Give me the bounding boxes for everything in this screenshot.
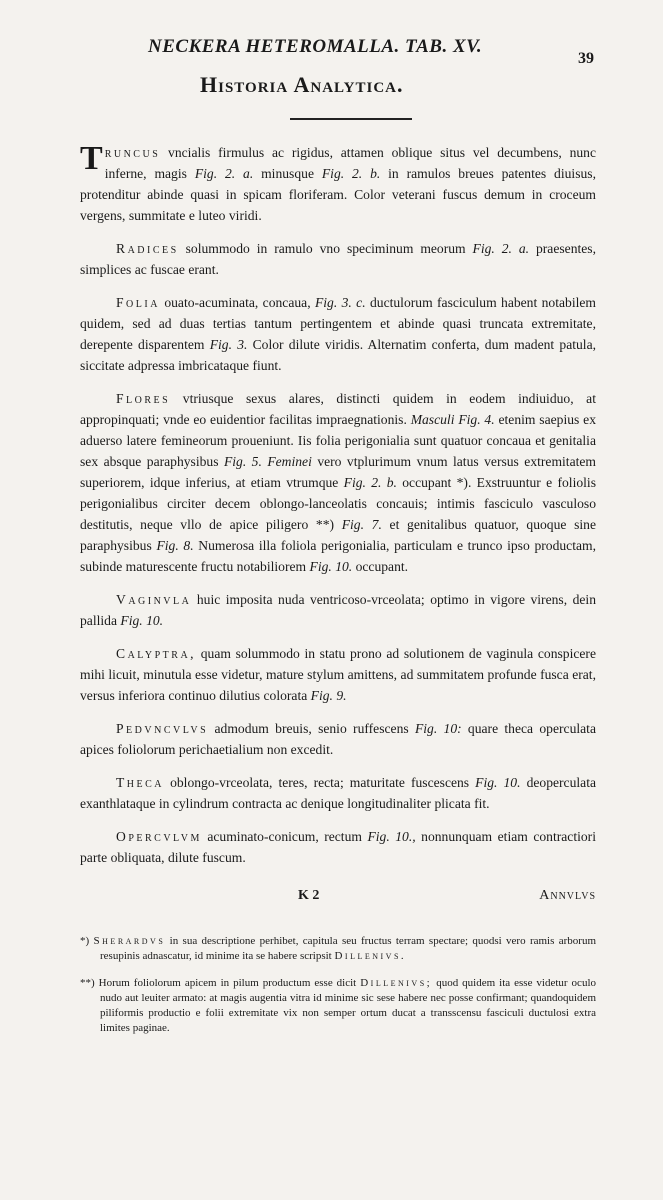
footnote-text: Horum foliolorum apicem in pilum productum esse dicit	[98, 977, 361, 989]
paragraph-text: et genitalibus quatuor, quoque sine paraphysibus	[80, 517, 596, 553]
catchword: Annvlvs	[539, 888, 596, 903]
paragraph-text: vtriusque sexus alares, distincti quidem in eodem indiuiduo, at appropinquati; vnde eo euidentior facilitas impraegnationis.	[80, 391, 596, 427]
paragraph	[80, 388, 596, 577]
paragraph-text: Color dilute viridis. Alternatim conferta, dum madent patula, siccitate adpressa imbricataque fiunt.	[80, 337, 597, 373]
paragraph	[80, 718, 596, 760]
paragraph-text: etenim saepius ex aduerso latere femineorum proueniunt. Iis folia perigonialia sunt quatuor concaua et genitalia sex absque paraphysibus	[80, 412, 596, 469]
page-footer	[80, 888, 596, 908]
footnote-text: in sua descriptione perhibet, capitula seu fructus terram spectare; quodsi vero ramis arborum resupinis adnascatur, id minime ita se habere scripsit	[100, 935, 597, 962]
paragraph-lead-word: Theca	[116, 775, 165, 790]
paragraph-text: acuminato-conicum, rectum	[201, 829, 368, 844]
paragraph-lead-word: Opercvlvm	[116, 829, 202, 844]
figure-reference: Fig. 3.	[209, 337, 248, 352]
paragraph-lead-word: Calyptra,	[116, 646, 197, 661]
body-text	[80, 142, 596, 880]
paragraph	[80, 238, 596, 280]
paragraph-text: huic imposita nuda ventricoso-vrceolata; optimo in vigore virens, dein pallida	[80, 592, 596, 628]
figure-reference: Masculi Fig. 4.	[410, 412, 495, 427]
footnotes	[80, 934, 596, 1048]
paragraph-text: admodum breuis, senio ruffescens	[208, 721, 415, 736]
figure-reference: Fig. 3. c.	[314, 295, 366, 310]
figure-reference: Fig. 10.,	[367, 829, 416, 844]
author-name: Dillenivs.	[334, 950, 407, 962]
page-number: 39	[578, 50, 594, 67]
paragraph	[80, 826, 596, 868]
paragraph-text: ouato-acuminata, concaua,	[159, 295, 315, 310]
paragraph	[80, 772, 596, 814]
paragraph	[80, 589, 596, 631]
paragraph-lead-word: runcus	[104, 145, 161, 160]
paragraph-text: praesentes, simplices ac fuscae erant.	[80, 241, 596, 277]
paragraph-lead-word: Flores	[116, 391, 171, 406]
paragraph-text: nonnunquam etiam contractiori parte obliquata, dilute fuscum.	[80, 829, 596, 865]
paragraph-text: vncialis firmulus ac rigidus, attamen oblique situs vel decumbens, nunc inferne, magis	[104, 145, 596, 181]
paragraph	[80, 643, 596, 706]
figure-reference: Fig. 8.	[156, 538, 194, 553]
paragraph-lead-word: Vaginvla	[116, 592, 192, 607]
paragraph-text: quare theca operculata apices foliolorum perichaetialium non excedit.	[80, 721, 596, 757]
figure-reference: Fig. 10.	[475, 775, 521, 790]
footnote-mark: *)	[80, 935, 90, 947]
paragraph-lead-word: Radices	[116, 241, 179, 256]
figure-reference: Fig. 2. b.	[343, 475, 397, 490]
paragraph-text: Numerosa illa foliola perigonialia, particulam e trunco ipso productam, subinde maturescente fructu notabiliorem	[80, 538, 596, 574]
footnote-mark: **)	[80, 977, 95, 989]
figure-reference: Fig. 7.	[341, 517, 382, 532]
figure-reference: Fig. 10:	[414, 721, 462, 736]
paragraph-text: solummodo in ramulo vno speciminum meorum	[178, 241, 473, 256]
paragraph-text: occupant *). Exstruuntur e foliolis perigonialibus circiter decem oblongo-lanceolatis concauis; intimis fasciculo vasculoso destitutis, neque vllo de apice piligero **)	[80, 475, 597, 532]
paragraph	[80, 142, 596, 226]
figure-reference: Fig. 9.	[310, 688, 347, 703]
paragraph-lead-word: Folia	[116, 295, 160, 310]
author-name: Sherardvs	[93, 935, 166, 947]
running-head: NECKERA HETEROMALLA. TAB. XV.	[148, 36, 483, 57]
drop-cap: T	[80, 140, 103, 177]
figure-reference: Fig. 2. a.	[472, 241, 530, 256]
footnote	[80, 976, 596, 1036]
section-title: Historia Analytica.	[200, 72, 404, 97]
footnote-text: quod quidem ita esse videtur oculo nudo aut leuiter armato: at magis augentia vitra id minime sic sese habere nec posse confirmant; quandoquidem piliformis productio e folii extremitate vix non semper ortum ducat a transscensu fasciculi ductulosi extra limites paginae.	[100, 977, 596, 1034]
paragraph-lead-word: Pedvncvlvs	[116, 721, 209, 736]
paragraph	[80, 292, 596, 376]
paragraph-text: ductulorum fasciculum habent notabilem quidem, sed ad duas tertias tantum pertingentem et abinde quasi truncata extremitate, derepente disparentem	[80, 295, 596, 352]
figure-reference: Fig. 10.	[309, 559, 353, 574]
figure-reference: Fig. 5. Feminei	[223, 454, 312, 469]
paragraph-text: in ramulos breues patentes diuisus, protenditur abinde quasi in spicam floriferam. Color veterani fuscus demum in croceum vergens, summitate e luteo viridi.	[80, 166, 596, 223]
paragraph-text: occupant.	[352, 559, 409, 574]
signature-mark: K 2	[298, 888, 320, 903]
footnote	[80, 934, 596, 964]
figure-reference: Fig. 2. a.	[194, 166, 254, 181]
paragraph-text: minusque	[253, 166, 322, 181]
author-name: Dillenivs;	[360, 977, 433, 989]
paragraph-text: deoperculata exanthlataque in cylindrum contracta ac denique longitudinaliter plicata fit.	[80, 775, 597, 811]
paragraph-text: vero vtplurimum vnum latus versus extremitatem superiorem, idque inferius, at etiam vtrumque	[80, 454, 597, 490]
figure-reference: Fig. 10.	[120, 613, 164, 628]
title-rule	[290, 118, 412, 120]
figure-reference: Fig. 2. b.	[321, 166, 381, 181]
paragraph-text: oblongo-vrceolata, teres, recta; maturitate fuscescens	[164, 775, 476, 790]
paragraph-text: quam solummodo in statu prono ad solutionem de vaginula conspicere mihi licuit, minutula esse videtur, mature stylum amittens, ad summitatem profunde fusca erat, versus inferiora continuo dilutius colorata	[80, 646, 596, 703]
